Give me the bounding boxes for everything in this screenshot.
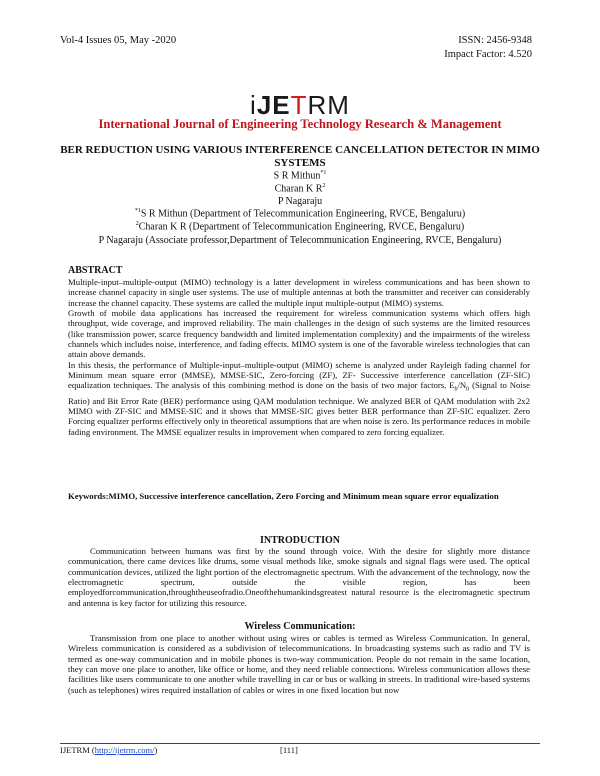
abstract-heading: ABSTRACT [68,265,123,276]
author-1: S R Mithun$^{*1}$ [273,170,327,182]
footer-journal: IJETRM (http://ijetrm.com/) [60,745,158,755]
abstract-p2: Growth of mobile data applications has increased the requirement for wireless communication systems which offers high throughput, wide coverage, and improved reliability. The main challenges in the design of such systems are the limited resources (like transmission power, scarce frequency bandwidth and limited implementation complexity) and the impairments of the wireless channels which includes noise, interference, and fading effects. MIMO system is one of the favorable wireless technologies that can attain above demands. [68,308,530,360]
affiliation-2: $^2$Charan K R (Department of Telecommunication Engineering, RVCE, Bengaluru) [135,221,465,233]
volume-issue: Vol-4 Issues 05, May -2020 [60,35,177,46]
abstract-body [68,277,530,437]
abstract-p3: In this thesis, the performance of Multiple-input–multiple-output (MIMO) scheme is analyzed under Rayleigh fading channel for Minimum mean square error (MMSE), MMSE-SIC, Zero-forcing (ZF), ZF- Successive interference cancellation (ZF-SIC) equalization techniques. The analysis of this combining method is done on the basis of two major factors, $E_b/N_0$ (Signal to Noise Ratio) and Bit Error Rate (BER) performance using QAM modulation technique. We analyzed BER of QAM modulation with 2x2 MIMO with ZF-SIC and MMSE-SIC and it shows that MMSE-SIC gives better BER performance than ZF-SIC equalizer. Zero Forcing equalizer performs effectively only in theoretical assumptions that are when noise is zero. Its performance reduces in mobile fading environment. The MMSE equalizer results in improvement when compared to zero forcing equalizer. [68,359,531,437]
paper-title: BER REDUCTION USING VARIOUS INTERFERENCE CANCELLATION DETECTOR IN MIMO SYSTEMS [60,144,540,169]
impact-factor: Impact Factor: 4.520 [444,49,532,60]
wireless-body: Transmission from one place to another without using wires or cables is termed as Wireless Communication. In general, Wireless communication is considered as a subdivision of telecommunications. In broadcasting systems such as radio and TV is termed as one-way communication and in mobile phones is two-way communication. People do not remain in the same location, they can move one place to another, like office or home, and they need reliable connections. Wireless communication allows these facilities like users communicate to one another while travelling in car or bus or walking in streets. In traditional wire-based systems (such as telephones) wires required installation of cables or wires in one fixed location but now [68,633,530,695]
wireless-heading: Wireless Communication: [244,621,356,632]
logo-mid: JE [256,90,291,120]
logo-prefix: i [250,90,257,120]
introduction-heading: INTRODUCTION [259,535,340,546]
journal-name: International Journal of Engineering Technology Research & Management [98,117,502,131]
logo-suffix: RM [307,90,350,120]
footer-rule [60,743,540,744]
introduction-body: Communication between humans was first by the sound through voice. With the desire for slightly more distance communication, there came devices like drums, some visual methods like, smoke signals and signal flags were used. The optical communication devices, utilized the light portion of the electromagnetic spectrum. With the advancement of the technology, now the electromagnetic spectrum, outside the visible region, has been employedforcommunication,throughtheuseofradio.Oneofthehumankindsgreatest natural resource is the electromagnetic spectrum and antenna is key factor for utilizing this resource. [68,546,530,608]
affiliation-1: $^{*1}$S R Mithun (Department of Telecommunication Engineering, RVCE, Bengaluru) [134,208,466,220]
affiliation-3: P Nagaraju (Associate professor,Department of Telecommunication Engineering, RVCE, Bengaluru) [98,235,502,246]
logo-accent: T [290,90,308,120]
author-3: P Nagaraju [277,196,323,207]
page-number: [111] [280,745,298,755]
journal-link[interactable]: http://ijetrm.com/ [94,745,155,755]
abstract-p1: Multiple-input–multiple-output (MIMO) technology is a latter development in wireless communications and has been shown to increase channel capacity in single user systems. The use of multiple antennas at both the transmitter and receiver can considerably increase the channel capacity. These systems are called the multiple input multiple-output (MIMO) systems. [68,277,530,308]
keywords: Keywords:MIMO, Successive interference cancellation, Zero Forcing and Minimum mean square error equalization [68,491,499,501]
issn: ISSN: 2456-9348 [458,35,532,46]
author-2: Charan K $R^2$ [274,183,326,195]
